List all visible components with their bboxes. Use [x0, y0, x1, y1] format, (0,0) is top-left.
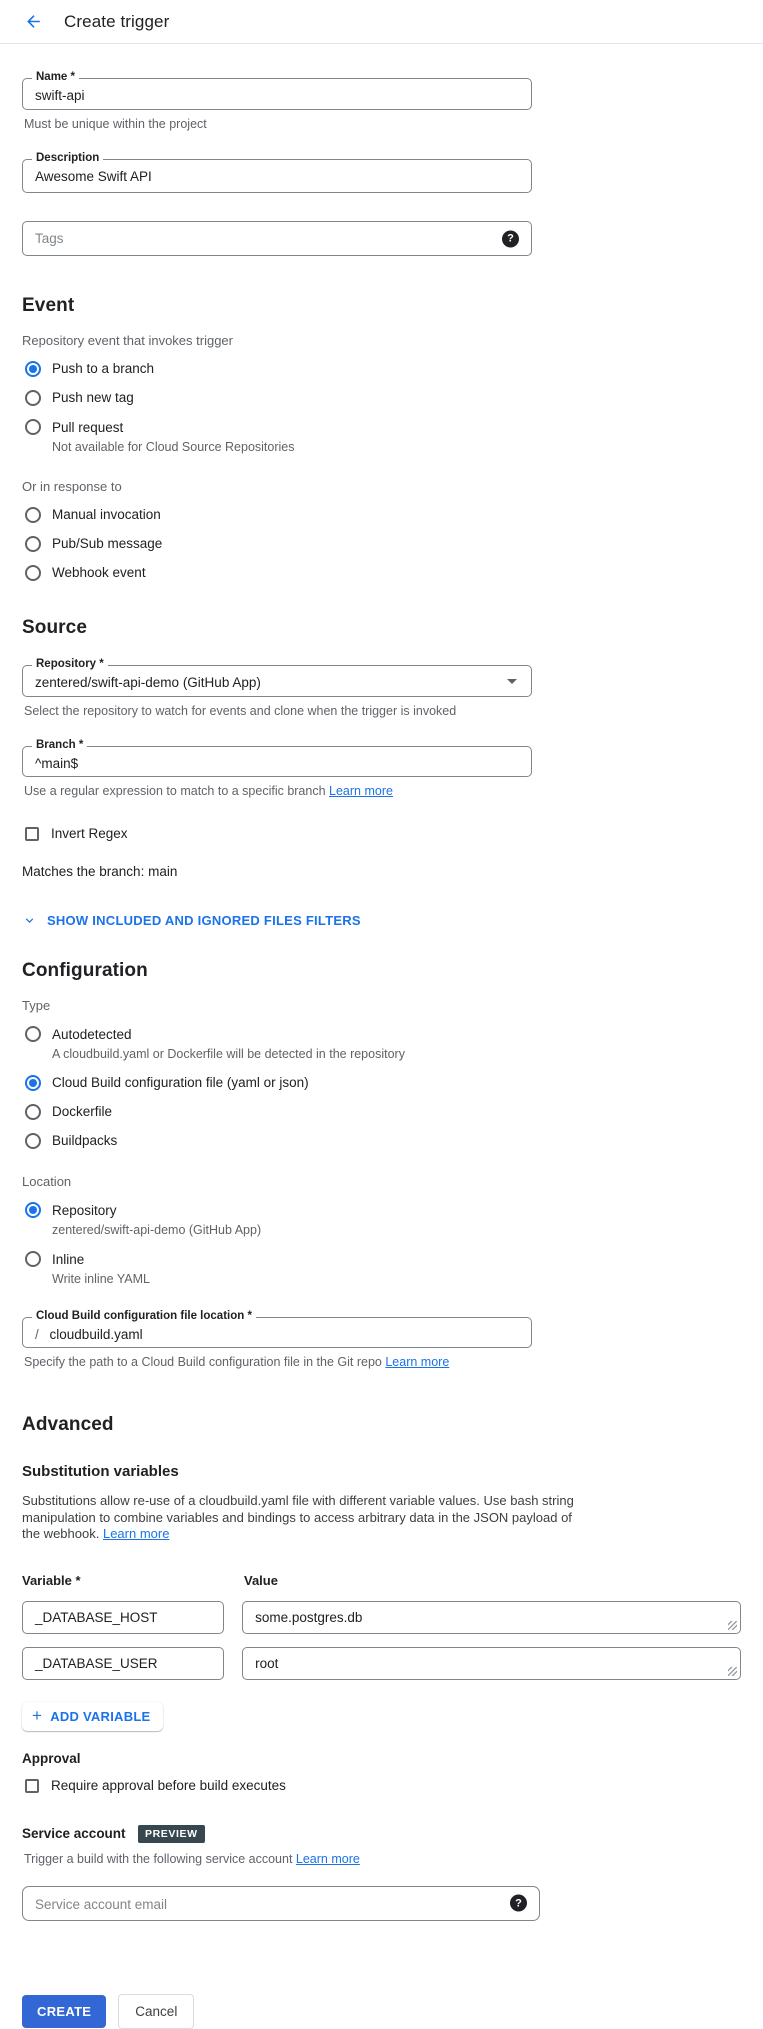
matches-branch-text: Matches the branch: main	[22, 864, 178, 879]
config-file-helper: Specify the path to a Cloud Build configuration file in the Git repo Learn more	[24, 1355, 450, 1369]
config-file-location-field[interactable]	[22, 1310, 532, 1348]
branch-field-label: Branch *	[32, 739, 87, 751]
service-account-heading: Service account	[22, 1825, 126, 1841]
radio-cloud-build-config-file[interactable]: Cloud Build configuration file (yaml or json)	[22, 1075, 741, 1091]
radio-icon[interactable]	[25, 1075, 41, 1091]
location-repository-note: zentered/swift-api-demo (GitHub App)	[52, 1223, 262, 1237]
radio-dockerfile[interactable]: Dockerfile	[22, 1104, 741, 1120]
name-field-label: Name *	[32, 71, 79, 83]
repository-select-label: Repository *	[32, 658, 108, 670]
variable-input[interactable]: _DATABASE_USER	[22, 1647, 224, 1680]
radio-icon[interactable]	[25, 1133, 41, 1149]
service-account-help-icon[interactable]: ?	[510, 1895, 527, 1912]
advanced-section-heading: Advanced	[22, 1414, 114, 1435]
page-title: Create trigger	[64, 11, 170, 31]
name-field-value[interactable]: swift-api	[35, 88, 85, 103]
config-file-learn-more-link[interactable]: Learn more	[385, 1355, 450, 1369]
radio-icon[interactable]	[25, 507, 41, 523]
tags-field[interactable]	[22, 221, 532, 256]
substitution-table-headers	[22, 1573, 741, 1588]
radio-icon[interactable]	[25, 1202, 41, 1218]
radio-location-inline[interactable]: Inline Write inline YAML	[22, 1251, 741, 1287]
radio-push-to-branch[interactable]: Push to a branch	[22, 361, 741, 377]
substitution-learn-more-link[interactable]: Learn more	[102, 1526, 170, 1541]
add-variable-button[interactable]: + ADD VARIABLE	[22, 1702, 163, 1731]
approval-checkbox[interactable]	[25, 1779, 39, 1793]
radio-icon[interactable]	[25, 1026, 41, 1042]
radio-icon[interactable]	[25, 361, 41, 377]
dropdown-caret-icon[interactable]	[507, 679, 517, 684]
repository-select-value[interactable]: zentered/swift-api-demo (GitHub App)	[35, 675, 261, 690]
substitution-row	[22, 1647, 741, 1680]
service-account-field[interactable]	[22, 1886, 540, 1921]
service-account-learn-more-link[interactable]: Learn more	[295, 1851, 360, 1866]
approval-heading: Approval	[22, 1750, 81, 1766]
repository-helper: Select the repository to watch for events and clone when the trigger is invoked	[24, 704, 457, 718]
page-header	[0, 0, 763, 44]
radio-manual-invocation[interactable]: Manual invocation	[22, 507, 741, 523]
substitution-description: Substitutions allow re-use of a cloudbuild.yaml file with different variable values. Use bash string manipulation to combine variables and bindings to access arbitrary data in the JSON payload of the webhook. Learn more	[22, 1493, 574, 1541]
description-field-value[interactable]: Awesome Swift API	[35, 169, 152, 184]
configuration-section-heading: Configuration	[22, 960, 148, 981]
back-arrow-icon[interactable]	[20, 9, 46, 35]
resize-grip-icon[interactable]	[728, 1667, 737, 1676]
description-field[interactable]	[22, 152, 532, 193]
location-inline-note: Write inline YAML	[52, 1272, 150, 1286]
preview-badge: PREVIEW	[138, 1825, 205, 1843]
value-column-header: Value	[244, 1572, 278, 1588]
radio-icon[interactable]	[25, 565, 41, 581]
show-filters-toggle[interactable]: SHOW INCLUDED AND IGNORED FILES FILTERS	[22, 913, 741, 928]
path-prefix: /	[35, 1327, 39, 1342]
plus-icon: +	[32, 1706, 43, 1725]
radio-pubsub-message[interactable]: Pub/Sub message	[22, 536, 741, 552]
tags-field-placeholder[interactable]: Tags	[35, 231, 64, 246]
radio-autodetected[interactable]: Autodetected A cloudbuild.yaml or Dockerfile will be detected in the repository	[22, 1026, 741, 1062]
location-label: Location	[22, 1174, 72, 1189]
autodetected-note: A cloudbuild.yaml or Dockerfile will be detected in the repository	[52, 1047, 405, 1061]
branch-field-value[interactable]: ^main$	[35, 756, 79, 771]
variable-column-header: Variable *	[22, 1572, 81, 1588]
radio-icon[interactable]	[25, 419, 41, 435]
radio-icon[interactable]	[25, 1251, 41, 1267]
radio-pull-request[interactable]: Pull request Not available for Cloud Source Repositories	[22, 419, 741, 455]
substitution-variables-heading: Substitution variables	[22, 1463, 179, 1480]
type-label: Type	[22, 998, 51, 1013]
event-subheading: Repository event that invokes trigger	[22, 333, 233, 348]
radio-location-repository[interactable]: Repository zentered/swift-api-demo (GitHub App)	[22, 1202, 741, 1238]
cancel-button[interactable]: Cancel	[118, 1994, 194, 2029]
service-account-heading-row	[22, 1825, 741, 1843]
pull-request-note: Not available for Cloud Source Repositories	[52, 440, 295, 454]
or-in-response-label: Or in response to	[22, 479, 122, 494]
event-section-heading: Event	[22, 295, 75, 316]
branch-helper: Use a regular expression to match to a specific branch Learn more	[24, 784, 393, 798]
approval-checkbox-row[interactable]: Require approval before build executes	[22, 1778, 741, 1794]
radio-webhook-event[interactable]: Webhook event	[22, 565, 741, 581]
radio-buildpacks[interactable]: Buildpacks	[22, 1133, 741, 1149]
name-field[interactable]	[22, 71, 532, 110]
radio-icon[interactable]	[25, 390, 41, 406]
substitution-row	[22, 1601, 741, 1634]
footer-actions	[22, 1994, 741, 2029]
invert-regex-checkbox[interactable]	[25, 827, 39, 841]
name-field-helper: Must be unique within the project	[24, 117, 207, 131]
branch-field[interactable]	[22, 739, 532, 777]
branch-learn-more-link[interactable]: Learn more	[329, 784, 393, 798]
variable-input[interactable]: _DATABASE_HOST	[22, 1601, 224, 1634]
create-button[interactable]: CREATE	[22, 1995, 106, 2028]
description-field-label: Description	[32, 152, 103, 164]
config-file-location-value[interactable]: cloudbuild.yaml	[49, 1327, 143, 1342]
radio-icon[interactable]	[25, 1104, 41, 1120]
chevron-down-icon	[22, 913, 37, 928]
repository-select[interactable]	[22, 658, 532, 697]
service-account-placeholder[interactable]: Service account email	[35, 1896, 168, 1912]
radio-push-new-tag[interactable]: Push new tag	[22, 390, 741, 406]
resize-grip-icon[interactable]	[728, 1621, 737, 1630]
tags-help-icon[interactable]: ?	[502, 230, 519, 247]
value-input[interactable]: root	[242, 1647, 741, 1680]
value-input[interactable]: some.postgres.db	[242, 1601, 741, 1634]
source-section-heading: Source	[22, 617, 88, 638]
service-account-description: Trigger a build with the following service account Learn more	[24, 1851, 360, 1866]
config-file-location-label: Cloud Build configuration file location *	[32, 1310, 256, 1322]
radio-icon[interactable]	[25, 536, 41, 552]
invert-regex-checkbox-row[interactable]: Invert Regex	[22, 826, 741, 842]
